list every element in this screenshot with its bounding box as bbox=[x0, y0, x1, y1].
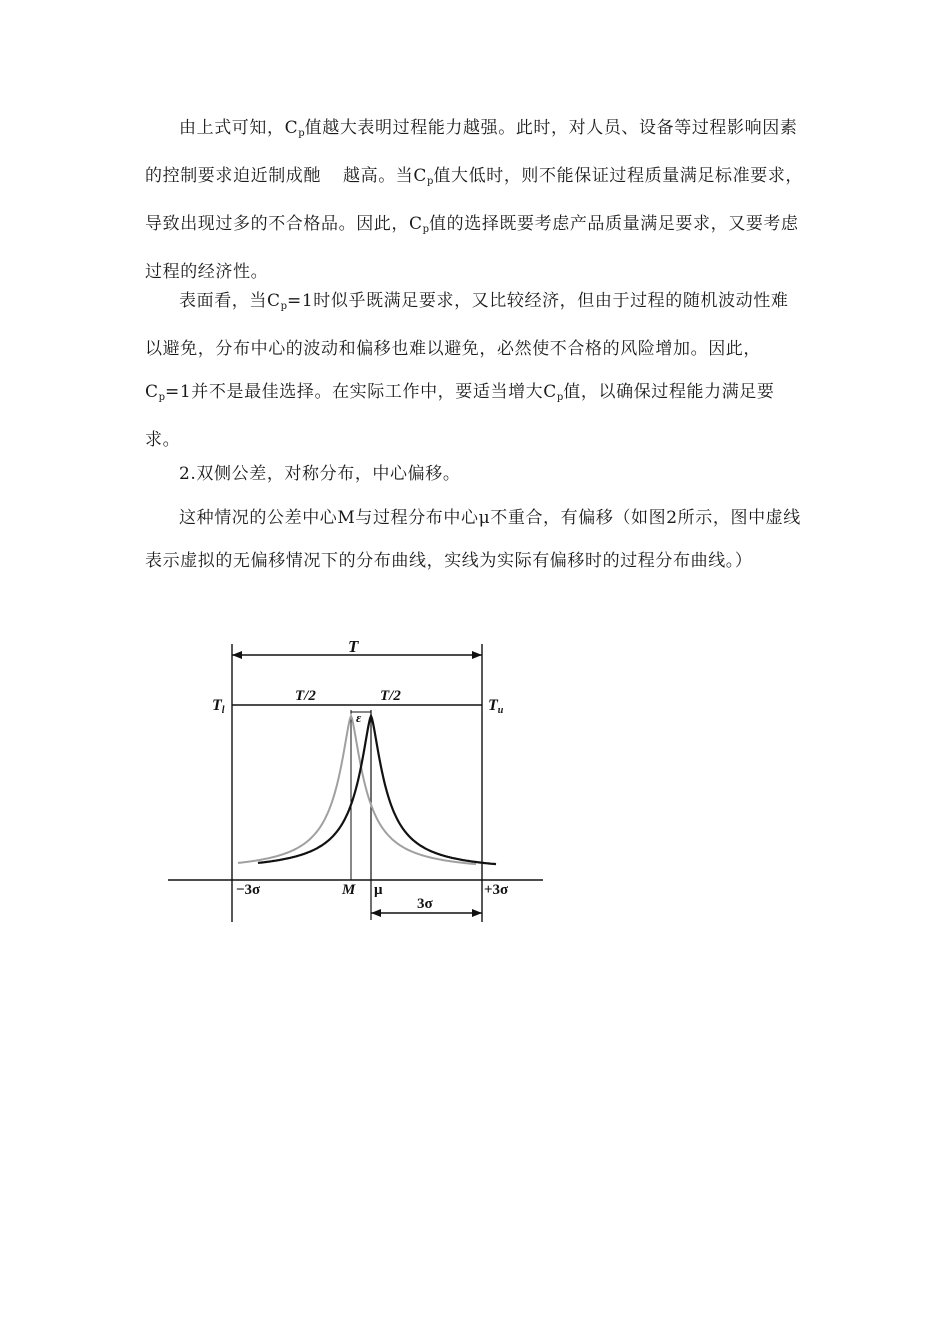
label-half-left: T/2 bbox=[295, 688, 316, 704]
subscript-p: p bbox=[298, 128, 305, 139]
arrow-right-t bbox=[472, 651, 482, 659]
label-half-right: T/2 bbox=[380, 688, 401, 704]
paragraph-cp-equals-one bbox=[145, 280, 805, 462]
label-t: T bbox=[348, 637, 359, 656]
text-span: 值越大表明过程能力越强。此时，对人员、设备等过程影响因素的控制要求迫近制成酏 bbox=[145, 118, 798, 186]
text-span: 值的选择既要考虑产品质量满足要求，又要考虑过程的经济性。 bbox=[145, 214, 799, 282]
figure-lines bbox=[168, 644, 543, 922]
text-span: =1并不是最佳选择。在实际工作中，要适当增大C bbox=[165, 382, 557, 402]
arrow-left-3s bbox=[371, 909, 381, 917]
subscript-p: p bbox=[280, 301, 288, 312]
text-span: 由上式可知，C bbox=[179, 118, 299, 138]
label-t-lower: Tl bbox=[212, 697, 225, 716]
arrow-left-t bbox=[232, 651, 242, 659]
text-span: 值，以确保过程能力满足要求。 bbox=[145, 382, 775, 450]
label-plus-3-sigma: +3σ bbox=[484, 882, 509, 898]
text-span: =1时似乎既满足要求，又比较经济，但由于过程的随机波动性难以避免，分布中心的波动和偏移也难以避免，必然使不合格的风险增加。因此，C bbox=[145, 291, 789, 402]
label-3-sigma: 3σ bbox=[417, 896, 433, 912]
virtual-distribution-curve bbox=[238, 716, 476, 864]
subscript-p: p bbox=[422, 224, 430, 235]
text-span: 表面看，当C bbox=[179, 291, 281, 311]
section-heading: 2.双侧公差，对称分布，中心偏移。 bbox=[179, 464, 461, 484]
label-t-upper: Tu bbox=[488, 697, 504, 716]
label-epsilon: ε bbox=[356, 710, 362, 725]
figure-svg bbox=[160, 630, 560, 930]
subscript-p: p bbox=[158, 392, 166, 403]
paragraph-cp-meaning bbox=[145, 107, 805, 294]
label-mu: μ bbox=[374, 882, 383, 898]
subscript-p: p bbox=[556, 392, 564, 403]
text-span: 值大低时，则不能保证过程质量满足标准要求，导致出现过多的不合格品。因此，C bbox=[145, 166, 804, 234]
label-m: M bbox=[342, 882, 356, 898]
text-span: 越高。当C bbox=[343, 166, 428, 186]
offset-distribution-figure bbox=[160, 630, 560, 930]
arrow-right-3s bbox=[472, 909, 482, 917]
label-minus-3-sigma: −3σ bbox=[236, 882, 261, 898]
paragraph-offset-description: 这种情况的公差中心M与过程分布中心μ不重合，有偏移（如图2所示，图中虚线表示虚拟的无偏移情况下的分布曲线，实线为实际有偏移时的过程分布曲线。） bbox=[145, 508, 801, 571]
subscript-p: p bbox=[427, 176, 434, 187]
actual-distribution-curve bbox=[258, 716, 496, 864]
